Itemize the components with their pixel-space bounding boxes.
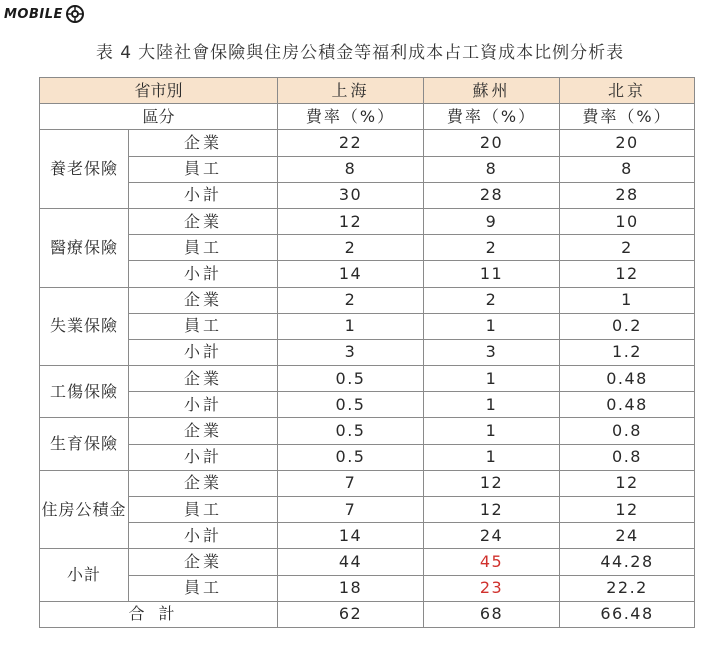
rate-value: 20 xyxy=(424,130,560,156)
rate-value: 30 xyxy=(278,182,424,208)
rate-value: 8 xyxy=(278,156,424,182)
rate-value: 12 xyxy=(560,470,695,496)
rate-value: 0.8 xyxy=(560,418,695,444)
table-row xyxy=(40,208,695,234)
subcategory-label: 員工 xyxy=(129,497,278,523)
rate-value: 44 xyxy=(278,549,424,575)
province-header: 省市別 xyxy=(40,78,278,104)
subcategory-label: 小計 xyxy=(129,182,278,208)
table-row xyxy=(40,130,695,156)
rate-value: 1 xyxy=(424,392,560,418)
city-header-suzhou: 蘇州 xyxy=(424,78,560,104)
rate-value: 28 xyxy=(560,182,695,208)
city-header-shanghai: 上海 xyxy=(278,78,424,104)
rate-value: 45 xyxy=(424,549,560,575)
table-row xyxy=(40,392,695,418)
table-title xyxy=(0,38,720,63)
rate-value: 1 xyxy=(424,444,560,470)
logo-text: MOBILE xyxy=(4,6,63,22)
rate-header: 費率（%） xyxy=(278,104,424,130)
rate-value: 14 xyxy=(278,261,424,287)
subcategory-label: 企業 xyxy=(129,470,278,496)
welfare-cost-table xyxy=(39,77,695,628)
total-label: 合計 xyxy=(40,601,278,627)
table-row xyxy=(40,235,695,261)
subcategory-label: 企業 xyxy=(129,366,278,392)
rate-value: 23 xyxy=(424,575,560,601)
subcategory-label: 員工 xyxy=(129,235,278,261)
rate-value: 12 xyxy=(424,470,560,496)
subcategory-label: 企業 xyxy=(129,549,278,575)
rate-header: 費率（%） xyxy=(560,104,695,130)
table-row xyxy=(40,261,695,287)
rate-header: 費率（%） xyxy=(424,104,560,130)
category-label: 小計 xyxy=(40,549,129,601)
subcategory-label: 企業 xyxy=(129,130,278,156)
rate-value: 12 xyxy=(560,261,695,287)
rate-value: 3 xyxy=(424,339,560,365)
rate-value: 28 xyxy=(424,182,560,208)
subcategory-label: 企業 xyxy=(129,208,278,234)
rate-value: 1 xyxy=(424,313,560,339)
rate-value: 14 xyxy=(278,523,424,549)
table-row xyxy=(40,418,695,444)
subcategory-label: 小計 xyxy=(129,523,278,549)
rate-value: 0.48 xyxy=(560,366,695,392)
subcategory-label: 員工 xyxy=(129,575,278,601)
total-value: 62 xyxy=(278,601,424,627)
rate-value: 44.28 xyxy=(560,549,695,575)
rate-value: 12 xyxy=(560,497,695,523)
header-row-rates xyxy=(40,104,695,130)
rate-value: 0.5 xyxy=(278,418,424,444)
site-logo xyxy=(4,2,85,26)
total-row xyxy=(40,601,695,627)
rate-value: 8 xyxy=(560,156,695,182)
subcategory-label: 企業 xyxy=(129,287,278,313)
table-title-text: 大陸社會保險與住房公積金等福利成本占工資成本比例分析表 xyxy=(138,43,625,63)
rate-value: 11 xyxy=(424,261,560,287)
rate-value: 22 xyxy=(278,130,424,156)
rate-value: 2 xyxy=(424,287,560,313)
rate-value: 1 xyxy=(424,366,560,392)
table-row xyxy=(40,523,695,549)
rate-value: 0.2 xyxy=(560,313,695,339)
total-value: 68 xyxy=(424,601,560,627)
rate-value: 24 xyxy=(560,523,695,549)
table-row xyxy=(40,339,695,365)
table-row xyxy=(40,575,695,601)
rate-value: 1 xyxy=(560,287,695,313)
subcategory-label: 企業 xyxy=(129,418,278,444)
rate-value: 0.8 xyxy=(560,444,695,470)
subcategory-label: 員工 xyxy=(129,156,278,182)
rate-value: 22.2 xyxy=(560,575,695,601)
rate-value: 1 xyxy=(278,313,424,339)
rate-value: 0.5 xyxy=(278,444,424,470)
table-row xyxy=(40,444,695,470)
rate-value: 2 xyxy=(278,235,424,261)
rate-value: 12 xyxy=(424,497,560,523)
subcategory-label: 小計 xyxy=(129,261,278,287)
table-row xyxy=(40,470,695,496)
table-row xyxy=(40,182,695,208)
rate-value: 20 xyxy=(560,130,695,156)
category-label: 養老保險 xyxy=(40,130,129,209)
table-number: 表 4 xyxy=(95,43,133,63)
rate-value: 1.2 xyxy=(560,339,695,365)
rate-value: 3 xyxy=(278,339,424,365)
table-row xyxy=(40,313,695,339)
rate-value: 10 xyxy=(560,208,695,234)
rate-value: 12 xyxy=(278,208,424,234)
table-row xyxy=(40,156,695,182)
category-label: 工傷保險 xyxy=(40,366,129,418)
table-row xyxy=(40,366,695,392)
table-row xyxy=(40,497,695,523)
category-label: 生育保險 xyxy=(40,418,129,470)
rate-value: 0.48 xyxy=(560,392,695,418)
city-header-beijing: 北京 xyxy=(560,78,695,104)
rate-value: 7 xyxy=(278,497,424,523)
bike-gear-icon xyxy=(65,4,85,24)
rate-value: 8 xyxy=(424,156,560,182)
subcategory-label: 小計 xyxy=(129,392,278,418)
category-label: 醫療保險 xyxy=(40,208,129,287)
rate-value: 18 xyxy=(278,575,424,601)
rate-value: 2 xyxy=(424,235,560,261)
subcategory-label: 小計 xyxy=(129,444,278,470)
subcategory-label: 小計 xyxy=(129,339,278,365)
category-header: 區分 xyxy=(40,104,278,130)
rate-value: 1 xyxy=(424,418,560,444)
rate-value: 24 xyxy=(424,523,560,549)
rate-value: 0.5 xyxy=(278,366,424,392)
table-row xyxy=(40,549,695,575)
rate-value: 2 xyxy=(278,287,424,313)
rate-value: 2 xyxy=(560,235,695,261)
table-row xyxy=(40,287,695,313)
rate-value: 7 xyxy=(278,470,424,496)
header-row-cities xyxy=(40,78,695,104)
subcategory-label: 員工 xyxy=(129,313,278,339)
category-label: 失業保險 xyxy=(40,287,129,366)
rate-value: 0.5 xyxy=(278,392,424,418)
total-value: 66.48 xyxy=(560,601,695,627)
rate-value: 9 xyxy=(424,208,560,234)
category-label: 住房公積金 xyxy=(40,470,129,549)
